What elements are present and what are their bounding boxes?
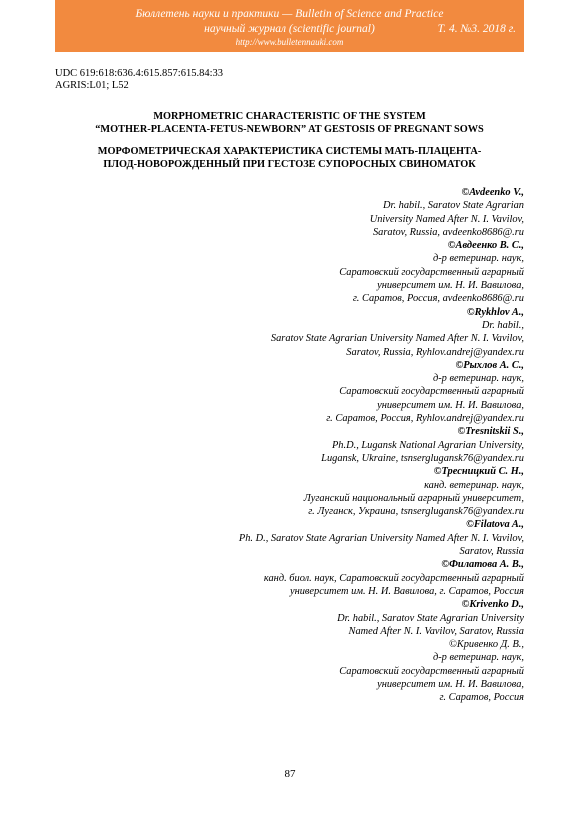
author-name: ©Тресницкий С. Н.,	[433, 466, 524, 478]
author-affiliation-line: д-р ветеринар. наук,	[432, 652, 524, 664]
author-affiliation-line: Saratov, Russia, avdeenko8686@.ru	[372, 226, 524, 238]
author-name: ©Рыхлов А. С.,	[455, 359, 524, 371]
author-affiliations	[64, 186, 524, 705]
title-ru-line: ПЛОД-НОВОРОЖДЕННЫЙ ПРИ ГЕСТОЗЕ СУПОРОСНЫХ СВИНОМАТОК	[103, 158, 476, 170]
journal-title: Бюллетень науки и практики — Bulletin of Science and Practice	[135, 8, 444, 20]
author-affiliation-line: г. Саратов, Россия, avdeenko8686@.ru	[352, 293, 524, 305]
title-en-line: “MOTHER-PLACENTA-FETUS-NEWBORN” AT GESTOSIS OF PREGNANT SOWS	[95, 123, 484, 135]
journal-url[interactable]: http://www.bulletennauki.com	[235, 37, 344, 47]
author-name: ©Filatova A.,	[466, 519, 524, 531]
journal-header-banner	[55, 0, 524, 52]
udc-code: UDC 619:618:636.4:615.857:615.84:33	[55, 68, 224, 79]
author-name: ©Avdeenko V.,	[461, 187, 524, 198]
page-number: 87	[284, 768, 296, 780]
title-ru	[55, 146, 524, 171]
author-name: ©Tresnitskii S.,	[457, 426, 524, 438]
author-affiliation-line: Lugansk, Ukraine, tsnserglugansk76@yandex.ru	[321, 452, 524, 464]
author-affiliation-line: г. Саратов, Россия, Ryhlov.andrej@yandex.ru	[326, 413, 524, 425]
author-affiliation-line: д-р ветеринар. наук,	[432, 253, 524, 265]
agris-code: AGRIS:L01; L52	[55, 80, 129, 91]
author-affiliation-line: Саратовский государственный аграрный	[339, 266, 524, 278]
author-affiliation-line: канд. ветеринар. наук,	[424, 479, 524, 491]
author-affiliation-line: канд. биол. наук, Саратовский государственный аграрный	[263, 572, 524, 584]
author-affiliation-line: Саратовский государственный аграрный	[339, 665, 524, 677]
author-affiliation-line: Named After N. I. Vavilov, Saratov, Russia	[348, 625, 524, 637]
title-ru-line: МОРФОМЕТРИЧЕСКАЯ ХАРАКТЕРИСТИКА СИСТЕМЫ МАТЬ-ПЛАЦЕНТА-	[97, 146, 482, 157]
author-affiliation-line: г. Луганск, Украина, tsnserglugansk76@yandex.ru	[308, 506, 524, 518]
author-affiliation-line: University Named After N. I. Vavilov,	[369, 213, 524, 225]
author-affiliation-line: университет им. Н. И. Вавилова,	[377, 399, 524, 411]
author-affiliation-line: университет им. Н. И. Вавилова, г. Саратов, Россия	[289, 585, 524, 597]
title-en-line: MORPHOMETRIC CHARACTERISTIC OF THE SYSTEM	[153, 111, 426, 122]
author-affiliation-line: г. Саратов, Россия	[439, 692, 524, 704]
author-name: ©Krivenko D.,	[461, 599, 524, 611]
author-name: ©Авдеенко В. С.,	[447, 240, 524, 252]
author-affiliation-line: Dr. habil., Saratov State Agrarian University	[337, 612, 524, 624]
author-affiliation-line: Ph. D., Saratov State Agrarian University Named After N. I. Vavilov,	[238, 532, 524, 544]
journal-subtitle: научный журнал (scientific journal)	[204, 23, 375, 35]
author-affiliation-line: Dr. habil., Saratov State Agrarian	[383, 200, 524, 212]
author-affiliation-line: Saratov State Agrarian University Named After N. I. Vavilov,	[270, 333, 524, 345]
author-name: ©Rykhlov A.,	[466, 306, 524, 318]
author-affiliation-line: университет им. Н. И. Вавилова,	[377, 280, 524, 292]
author-affiliation-line: Saratov, Russia, Ryhlov.andrej@yandex.ru	[346, 346, 524, 358]
title-en	[55, 111, 524, 136]
author-affiliation-line: университет им. Н. И. Вавилова,	[377, 678, 524, 690]
author-affiliation-line: Луганский национальный аграрный университет,	[303, 492, 524, 504]
author-affiliation-line: Dr. habil.,	[481, 319, 524, 331]
author-affiliation-line: Ph.D., Lugansk National Agrarian University,	[331, 439, 524, 451]
author-affiliation-line: Saratov, Russia	[459, 546, 524, 558]
author-name: ©Филатова А. В.,	[441, 559, 524, 571]
author-affiliation-line: ©Кривенко Д. В.,	[448, 639, 524, 651]
author-affiliation-line: д-р ветеринар. наук,	[432, 373, 524, 385]
author-affiliation-line: Саратовский государственный аграрный	[339, 386, 524, 398]
journal-issue: Т. 4. №3. 2018 г.	[437, 23, 516, 35]
